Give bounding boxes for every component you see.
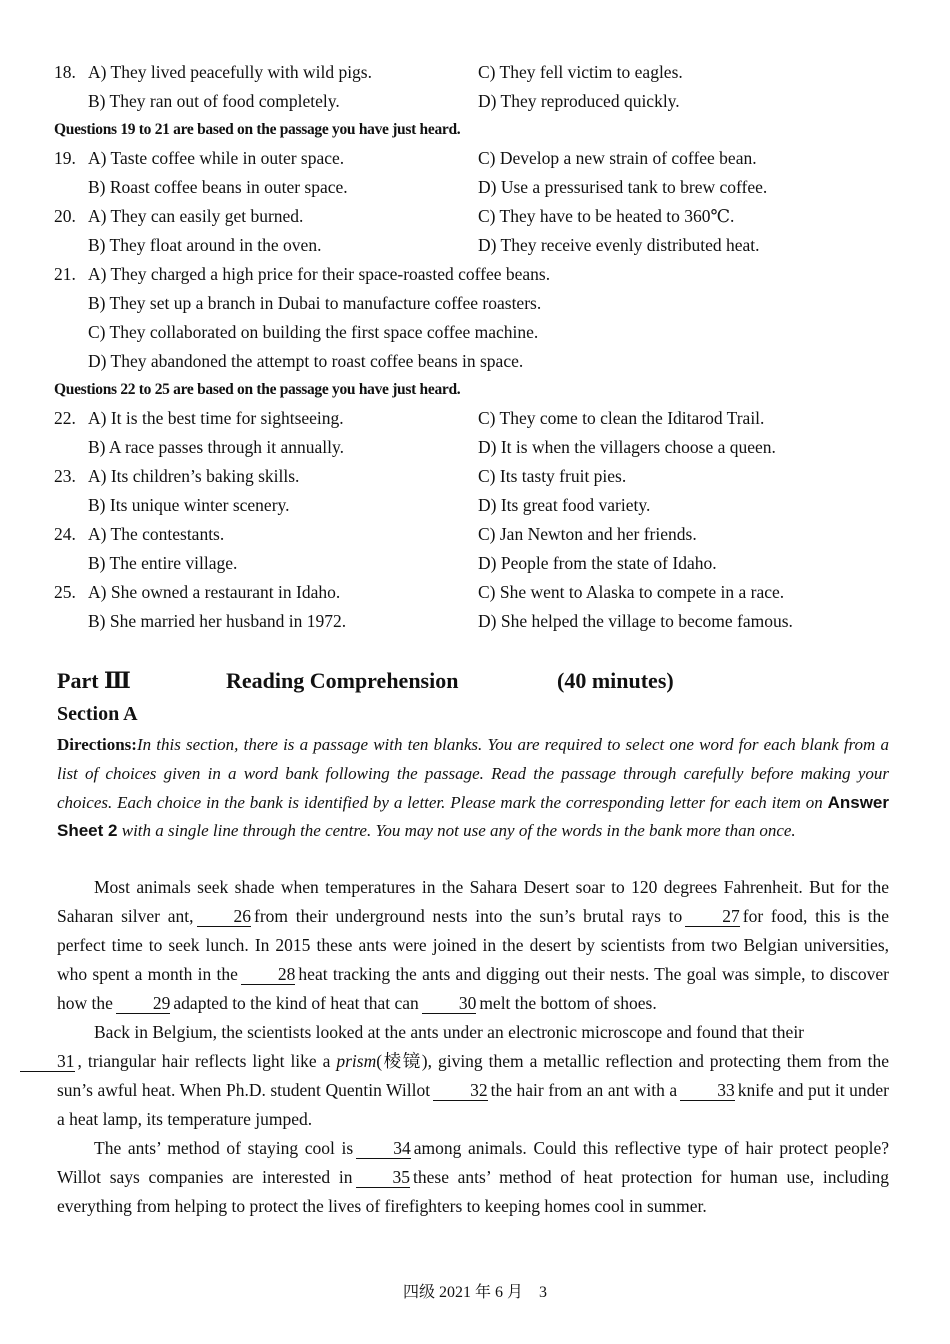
blank-33: 33 (680, 1081, 735, 1101)
question-21 (54, 264, 914, 284)
option-b: B) Its unique winter scenery. (88, 495, 290, 515)
prism-gloss: (棱镜) (376, 1051, 428, 1071)
option-d: D) They abandoned the attempt to roast coffee beans in space. (88, 351, 524, 371)
directions (57, 731, 889, 846)
option-b: B) Roast coffee beans in outer space. (88, 177, 348, 197)
passage-text: these ants’ method of heat protection for human use, including everything from helping to protect the lives of firefighters to keeping homes cool in summer. (57, 1167, 889, 1216)
section-title: Section A (57, 703, 138, 725)
directions-text: In this section, there is a passage with ten blanks. You are required to select one word for each blank from a list of choices given in a word bank following the passage. Read the passage through carefully before making your choices. Each choice in the bank is identified by a letter. Please mark the corresponding letter for each item on (57, 735, 889, 812)
question-20 (54, 206, 914, 226)
option-d: D) It is when the villagers choose a queen. (478, 437, 776, 457)
passage-text: Most animals seek shade when temperatures in the Sahara Desert soar to 120 degrees Fahrenheit. But for the Saharan silver ant, (57, 877, 889, 926)
option-b: B) The entire village. (88, 553, 238, 573)
passage-paragraph (57, 873, 889, 1018)
heading-questions-19-21: Questions 19 to 21 are based on the passage you have just heard. (54, 121, 461, 138)
answer-sheet-ref: Answer Sheet 2 (57, 792, 889, 841)
option-a: A) They lived peacefully with wild pigs. (88, 62, 372, 82)
option-a: A) They can easily get burned. (88, 206, 304, 226)
question-number: 23. (54, 466, 76, 486)
prism-term: prism (336, 1051, 377, 1071)
blank-35: 35 (356, 1168, 411, 1188)
question-number: 25. (54, 582, 76, 602)
option-b: B) They ran out of food completely. (88, 91, 340, 111)
option-a: A) It is the best time for sightseeing. (88, 408, 344, 428)
passage-text: for food, this is the perfect time to seek lunch. In 2015 these ants were joined in the desert by scientists from two Belgian universities, who spent a month in the (57, 906, 889, 984)
passage-text: the hair from an ant with a (490, 1080, 678, 1100)
directions-label: Directions: (57, 735, 137, 754)
part-label: Part Ⅲ (57, 668, 131, 693)
option-c: C) Its tasty fruit pies. (478, 466, 627, 486)
question-22 (54, 408, 914, 428)
option-b: B) A race passes through it annually. (88, 437, 344, 457)
question-number: 19. (54, 148, 76, 168)
option-c: C) They collaborated on building the first space coffee machine. (88, 322, 539, 342)
question-24 (54, 524, 914, 544)
passage (57, 873, 889, 1221)
passage-text: adapted to the kind of heat that can (173, 993, 419, 1013)
question-number: 18. (54, 62, 76, 82)
option-d: D) They receive evenly distributed heat. (478, 235, 760, 255)
passage-paragraph (57, 1018, 889, 1134)
option-a: A) Its children’s baking skills. (88, 466, 300, 486)
part-name: Reading Comprehension (226, 668, 459, 693)
option-a: A) They charged a high price for their space-roasted coffee beans. (88, 264, 551, 284)
option-c: C) They come to clean the Iditarod Trail. (478, 408, 765, 428)
option-d: D) Use a pressurised tank to brew coffee. (478, 177, 768, 197)
question-number: 22. (54, 408, 76, 428)
passage-text: , giving them a metallic reflection and protecting them from the sun’s awful heat. When Ph.D. student Quentin Willot (57, 1051, 890, 1100)
blank-32: 32 (433, 1081, 488, 1101)
blank-28: 28 (241, 965, 296, 985)
passage-text: The ants’ method of staying cool is (94, 1138, 354, 1158)
question-19 (54, 148, 914, 168)
passage-text: Back in Belgium, the scientists looked at the ants under an electronic microscope and found that their (94, 1022, 805, 1042)
passage-text: heat tracking the ants and digging out their nests. The goal was simple, to discover how the (57, 964, 889, 1013)
blank-29: 29 (116, 994, 171, 1014)
option-c: C) Develop a new strain of coffee bean. (478, 148, 757, 168)
question-number: 21. (54, 264, 76, 284)
passage-text: from their underground nests into the sun’s brutal rays to (254, 906, 683, 926)
blank-34: 34 (356, 1139, 411, 1159)
option-b: B) They float around in the oven. (88, 235, 322, 255)
passage-text: , triangular hair reflects light like a (77, 1051, 331, 1071)
passage-paragraph (57, 1134, 889, 1221)
question-25 (54, 582, 914, 602)
option-c: C) They have to be heated to 360℃. (478, 206, 735, 226)
question-number: 20. (54, 206, 76, 226)
blank-27: 27 (685, 907, 740, 927)
blank-30: 30 (422, 994, 477, 1014)
directions-text-end: with a single line through the centre. You may not use any of the words in the bank more than once. (121, 821, 796, 841)
page-footer: 四级 2021 年 6 月 3 (402, 1284, 547, 1301)
option-d: D) Its great food variety. (478, 495, 651, 515)
option-a: A) Taste coffee while in outer space. (88, 148, 345, 168)
option-c: C) She went to Alaska to compete in a race. (478, 582, 785, 602)
option-d: D) They reproduced quickly. (478, 91, 680, 111)
question-23 (54, 466, 914, 486)
option-d: D) She helped the village to become famous. (478, 611, 793, 631)
passage-text: knife and put it under a heat lamp, its temperature jumped. (57, 1080, 889, 1129)
blank-26: 26 (197, 907, 252, 927)
option-b: B) She married her husband in 1972. (88, 611, 347, 631)
question-18 (54, 62, 914, 82)
blank-31: 31 (20, 1052, 75, 1072)
question-number: 24. (54, 524, 76, 544)
option-a: A) The contestants. (88, 524, 225, 544)
option-d: D) People from the state of Idaho. (478, 553, 717, 573)
option-c: C) They fell victim to eagles. (478, 62, 683, 82)
passage-text: among animals. Could this reflective type of hair protect people? Willot says companies are interested in (57, 1138, 889, 1187)
part-time: (40 minutes) (557, 668, 674, 693)
passage-text: melt the bottom of shoes. (479, 993, 657, 1013)
option-b: B) They set up a branch in Dubai to manufacture coffee roasters. (88, 293, 542, 313)
option-a: A) She owned a restaurant in Idaho. (88, 582, 341, 602)
heading-questions-22-25: Questions 22 to 25 are based on the passage you have just heard. (54, 381, 461, 398)
option-c: C) Jan Newton and her friends. (478, 524, 697, 544)
